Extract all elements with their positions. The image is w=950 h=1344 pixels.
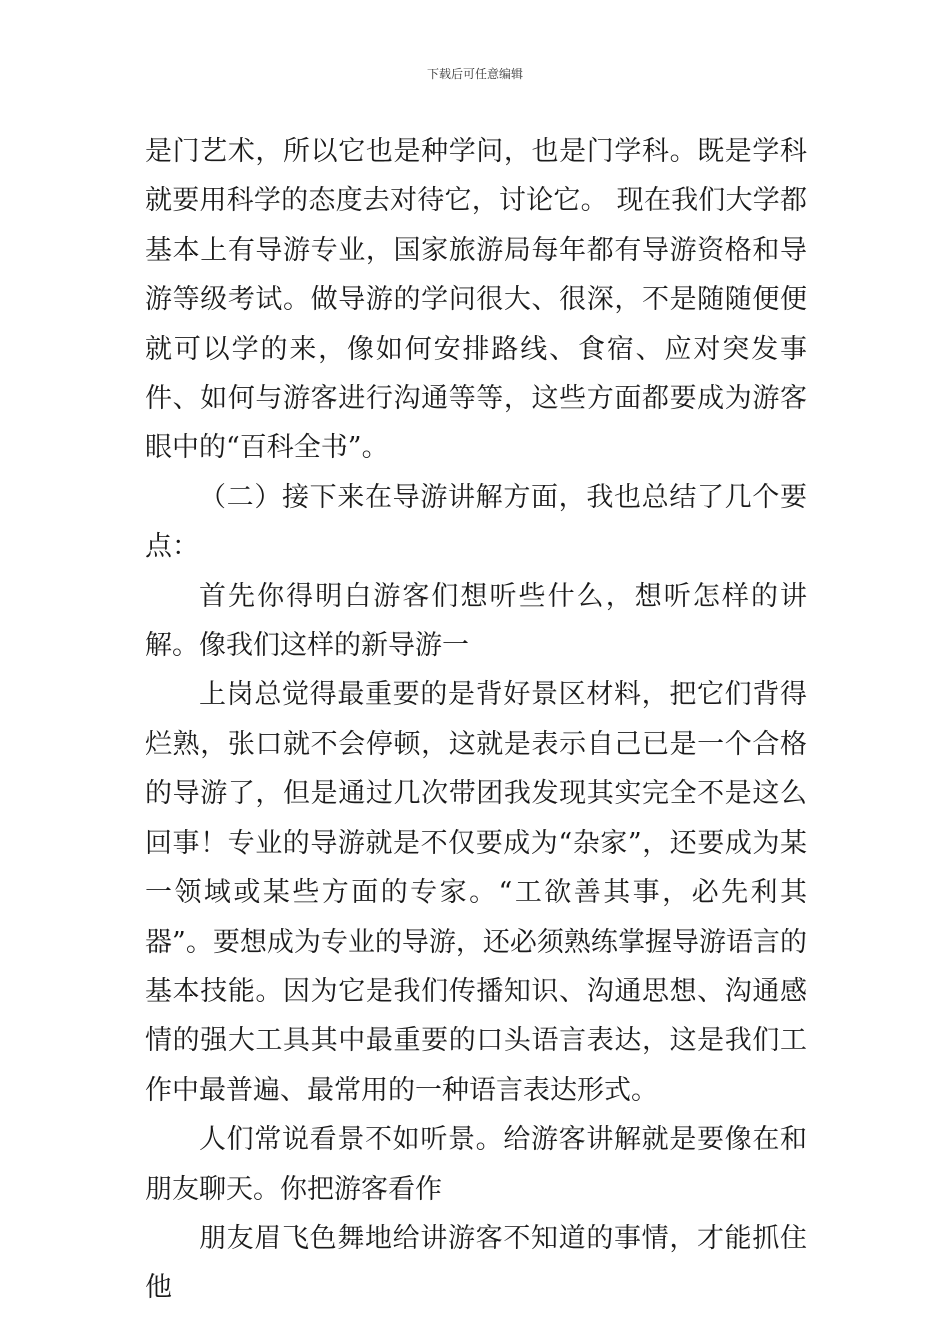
paragraph-4: 上岗总觉得最重要的是背好景区材料，把它们背得烂熟，张口就不会停顿，这就是表示自己已是一个合格的导游了，但是通过几次带团我发现其实完全不是这么回事！专业的导游就是不仅要成为“杂家”，还要成为某一领域或某些方面的专家。“工欲善其事，必先利其器”。要想成为专业的导游，还必须熟练掌握导游语言的基本技能。因为它是我们传播知识、沟通思想、沟通感情的强大工具其中最重要的口头语言表达，这是我们工作中最普遍、最常用的一种语言表达形式。 [145, 679, 807, 1106]
document-body [145, 127, 807, 1313]
paragraph-3: 首先你得明白游客们想听些什么，想听怎样的讲解。像我们这样的新导游一 [145, 580, 807, 662]
paragraph-6: 朋友眉飞色舞地给讲游客不知道的事情，才能抓住他 [145, 1222, 807, 1304]
paragraph-5: 人们常说看景不如听景。给游客讲解就是要像在和朋友聊天。你把游客看作 [145, 1124, 807, 1205]
paragraph-1: 是门艺术，所以它也是种学问，也是门学科。既是学科就要用科学的态度去对待它，讨论它。 现在我们大学都基本上有导游专业，国家旅游局每年都有导游资格和导游等级考试。做导游的学问很大、很深，不是随随便便就可以学的来，像如何安排路线、食宿、应对突发事件、如何与游客进行沟通等等，这些方面都要成为游客眼中的“百科全书”。 [145, 136, 807, 464]
paragraph-2: （二）接下来在导游讲解方面，我也总结了几个要点： [145, 481, 807, 563]
page-header: 下载后可任意编辑 [426, 67, 523, 81]
